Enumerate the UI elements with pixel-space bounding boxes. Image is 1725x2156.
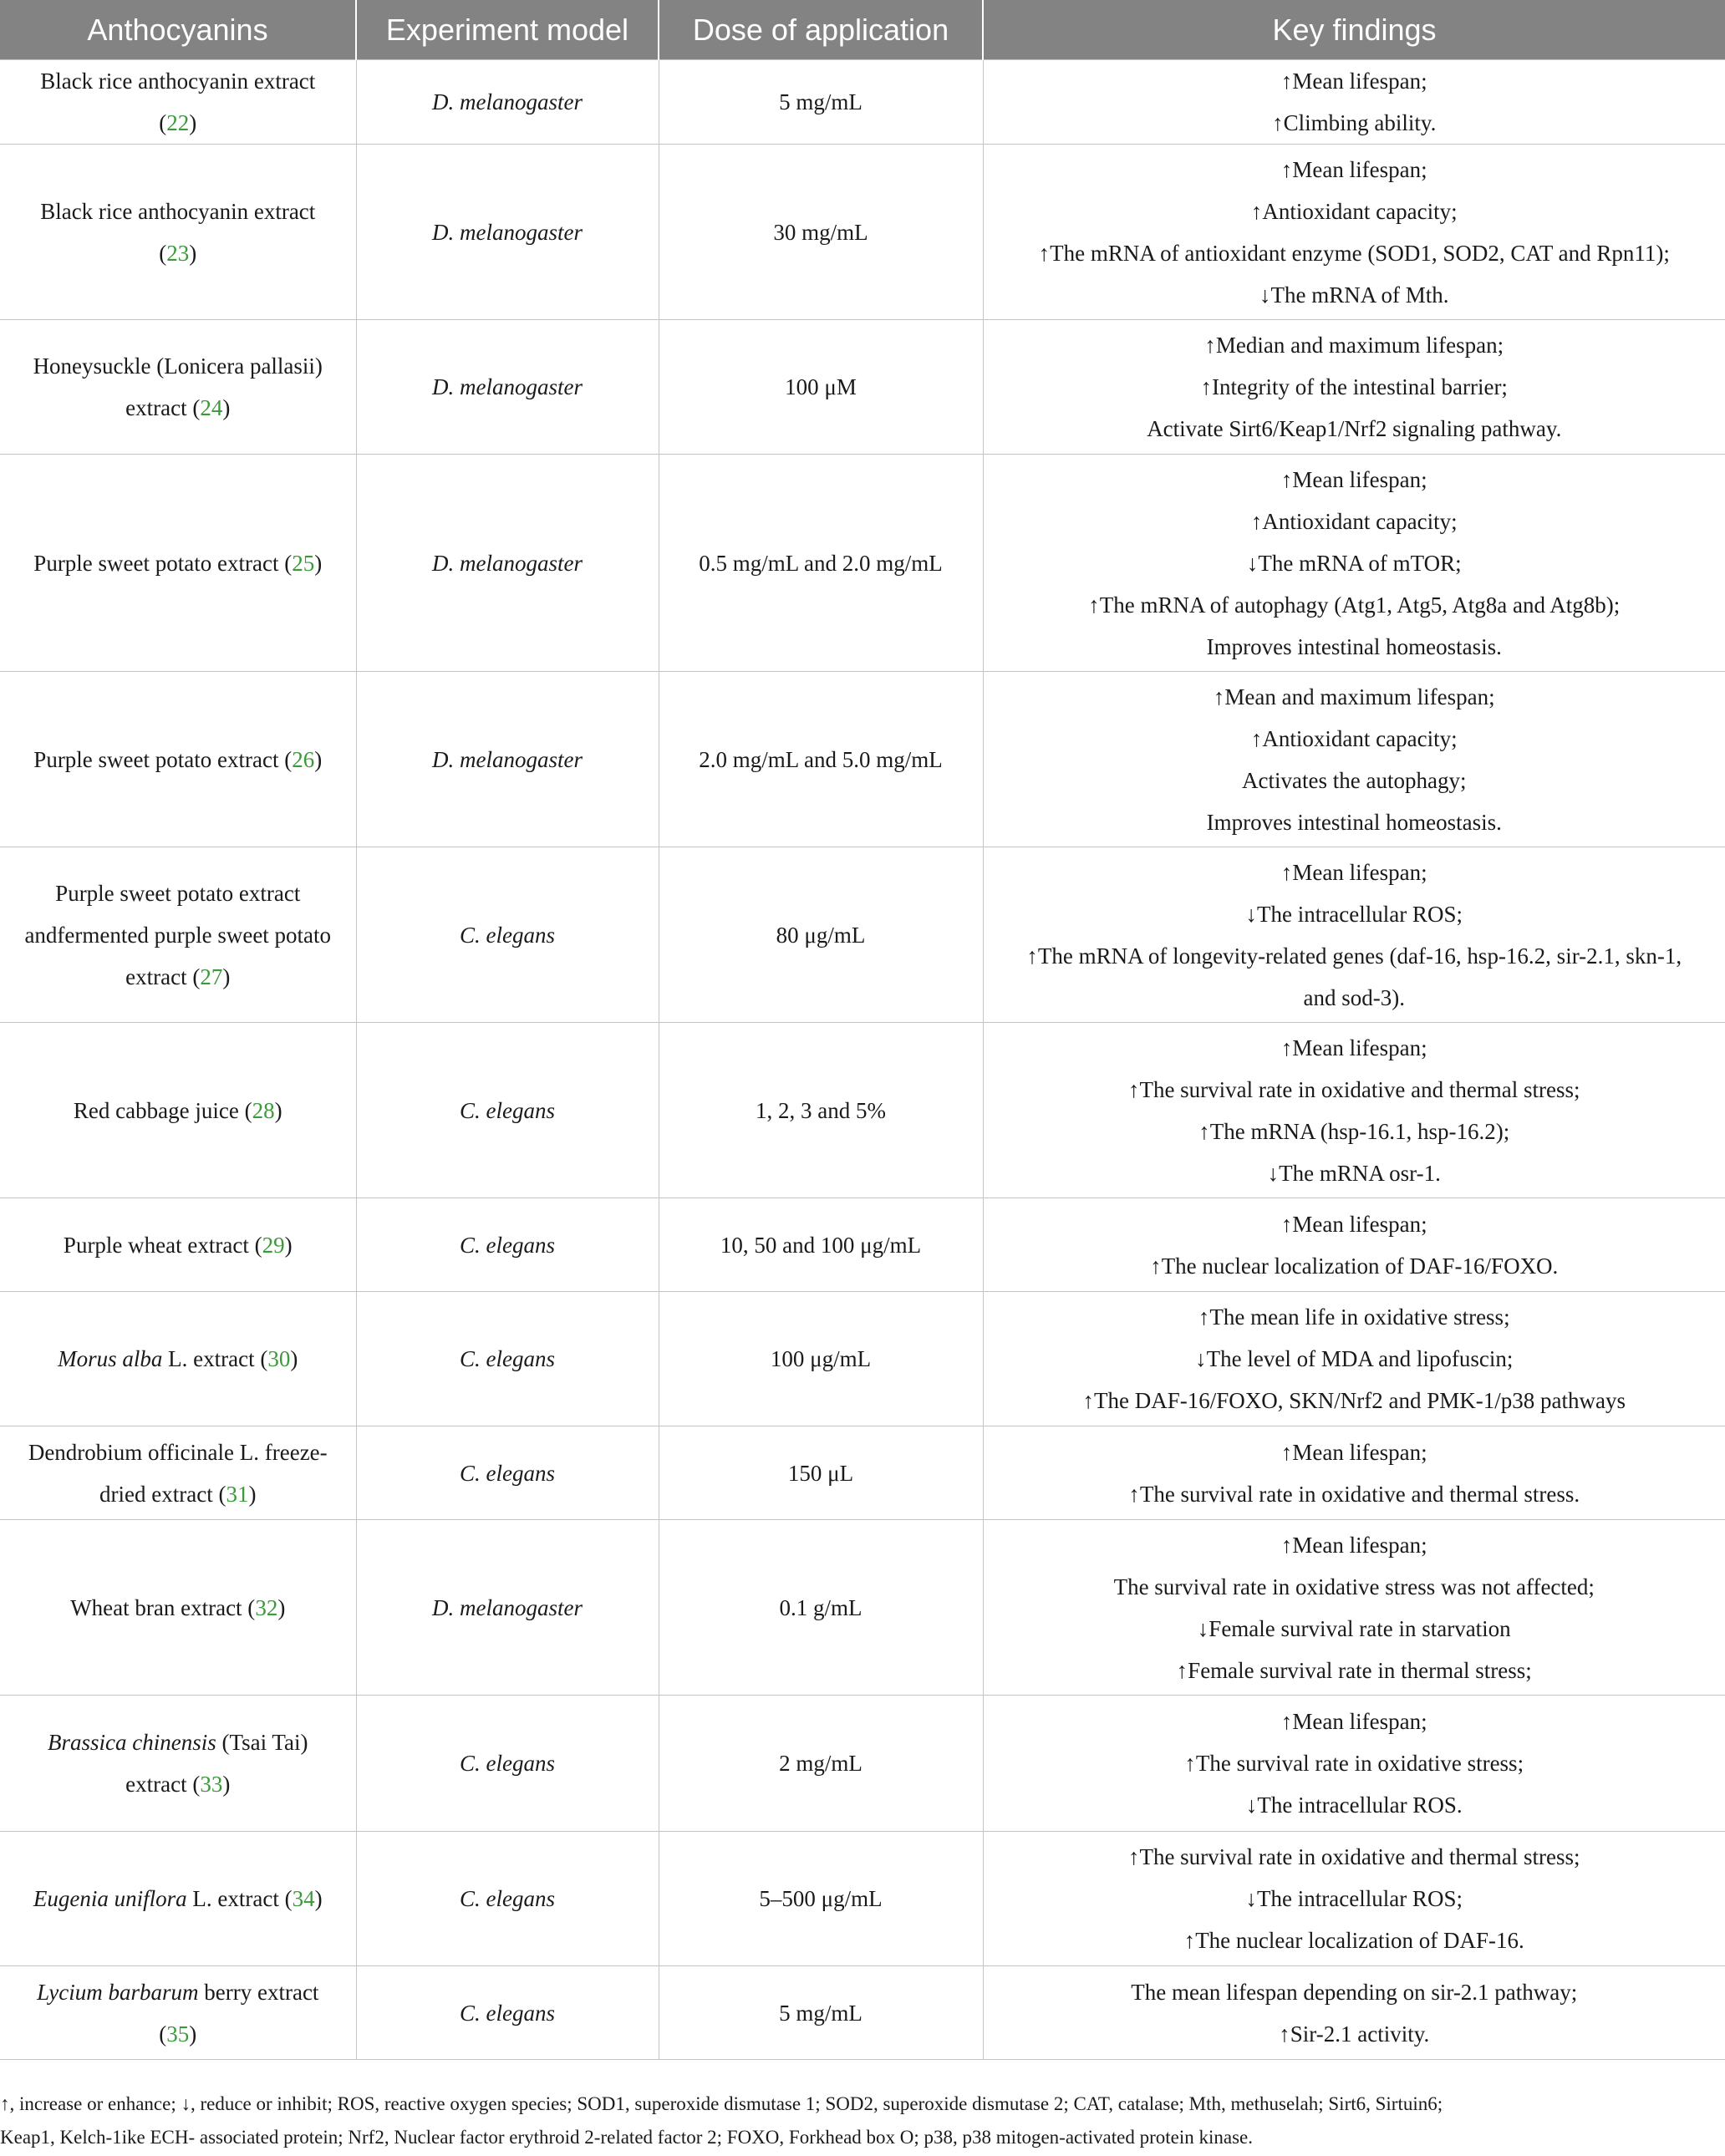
cell-key-findings <box>983 1198 1725 1292</box>
finding-line: ↑Antioxidant capacity; <box>1250 198 1458 224</box>
cell-experiment-model: D. melanogaster <box>356 320 659 455</box>
cell-experiment-model: C. elegans <box>356 1966 659 2060</box>
finding-line: ↓The level of MDA and lipofuscin; <box>1195 1346 1514 1371</box>
finding-line: Activate Sirt6/Keap1/Nrf2 signaling pathway. <box>1147 416 1562 441</box>
anthocyanin-text: ( <box>159 2021 167 2047</box>
table-row <box>0 1292 1725 1426</box>
reference-link[interactable]: 30 <box>267 1346 291 1371</box>
anthocyanin-text: Honeysuckle (Lonicera pallasii) <box>33 353 323 379</box>
anthocyanin-text: extract ( <box>125 964 201 989</box>
reference-link[interactable]: 31 <box>226 1481 249 1507</box>
anthocyanin-text: dried extract ( <box>99 1481 226 1507</box>
reference-link[interactable]: 34 <box>292 1886 315 1911</box>
header-key-findings: Key findings <box>983 0 1725 60</box>
cell-dose: 10, 50 and 100 μg/mL <box>659 1198 983 1292</box>
cell-experiment-model: C. elegans <box>356 1696 659 1832</box>
cell-dose: 80 μg/mL <box>659 847 983 1023</box>
finding-line: ↑Mean lifespan; <box>1280 1035 1427 1060</box>
finding-line: ↑Mean lifespan; <box>1280 1211 1427 1237</box>
finding-line: The mean lifespan depending on sir-2.1 pathway; <box>1131 1979 1578 2005</box>
anthocyanin-text: extract ( <box>125 395 201 420</box>
anthocyanin-text: L. extract ( <box>186 1886 293 1911</box>
finding-line: ↑Climbing ability. <box>1272 110 1437 135</box>
cell-anthocyanin <box>0 1520 356 1696</box>
table-row <box>0 847 1725 1023</box>
anthocyanin-text: ) <box>314 746 323 772</box>
cell-dose: 100 μg/mL <box>659 1292 983 1426</box>
table-row <box>0 145 1725 320</box>
table-row <box>0 60 1725 145</box>
anthocyanin-text: fermented purple sweet potato <box>57 922 332 948</box>
cell-key-findings <box>983 320 1725 455</box>
finding-line: ↑The survival rate in oxidative stress; <box>1184 1751 1524 1776</box>
table-row <box>0 1696 1725 1832</box>
cell-key-findings <box>983 455 1725 672</box>
species-name: Lycium barbarum <box>37 1979 199 2005</box>
finding-line: ↓The mRNA of mTOR; <box>1246 550 1462 576</box>
cell-experiment-model: C. elegans <box>356 1426 659 1520</box>
anthocyanin-text: ) <box>284 1232 293 1258</box>
finding-line: ↑Mean lifespan; <box>1280 156 1427 182</box>
finding-line: ↑The nuclear localization of DAF-16/FOXO. <box>1150 1253 1559 1279</box>
anthocyanin-text: ) <box>314 1886 323 1911</box>
finding-line: ↑The mRNA of antioxidant enzyme (SOD1, SOD2, CAT and Rpn11); <box>1038 240 1670 266</box>
anthocyanin-text: ) <box>222 964 231 989</box>
finding-line: ↑The mRNA of autophagy (Atg1, Atg5, Atg8a and Atg8b); <box>1088 592 1621 618</box>
cell-experiment-model: D. melanogaster <box>356 145 659 320</box>
cell-key-findings <box>983 672 1725 847</box>
cell-anthocyanin <box>0 1426 356 1520</box>
finding-line: ↑Mean lifespan; <box>1280 1709 1427 1734</box>
cell-anthocyanin <box>0 1966 356 2060</box>
cell-anthocyanin <box>0 1832 356 1966</box>
anthocyanin-text: ) <box>189 110 197 135</box>
anthocyanin-text: ( <box>159 240 167 266</box>
finding-line: The survival rate in oxidative stress was not affected; <box>1113 1574 1595 1599</box>
finding-line: ↑Mean lifespan; <box>1280 859 1427 885</box>
anthocyanin-text: L. extract ( <box>162 1346 268 1371</box>
cell-experiment-model: D. melanogaster <box>356 672 659 847</box>
cell-experiment-model: C. elegans <box>356 1292 659 1426</box>
finding-line: ↑The nuclear localization of DAF-16. <box>1183 1928 1524 1953</box>
reference-link[interactable]: 33 <box>200 1772 223 1797</box>
reference-link[interactable]: 27 <box>200 964 223 989</box>
finding-line: ↑The survival rate in oxidative and thermal stress; <box>1127 1076 1580 1102</box>
cell-anthocyanin <box>0 455 356 672</box>
anthocyanin-text: Black rice anthocyanin extract <box>40 69 316 94</box>
cell-dose: 1, 2, 3 and 5% <box>659 1023 983 1198</box>
cell-anthocyanin <box>0 320 356 455</box>
cell-dose: 2.0 mg/mL and 5.0 mg/mL <box>659 672 983 847</box>
anthocyanin-text: (Tsai Tai) <box>216 1730 308 1755</box>
anthocyanin-text: ( <box>159 110 167 135</box>
cell-dose: 150 μL <box>659 1426 983 1520</box>
table-row <box>0 455 1725 672</box>
finding-line: and sod-3). <box>1303 984 1405 1010</box>
table-row <box>0 1966 1725 2060</box>
cell-dose: 0.1 g/mL <box>659 1520 983 1696</box>
reference-link[interactable]: 32 <box>255 1594 278 1620</box>
cell-dose: 30 mg/mL <box>659 145 983 320</box>
anthocyanin-text: ) <box>189 2021 197 2047</box>
finding-line: ↑Mean lifespan; <box>1280 69 1427 94</box>
cell-key-findings <box>983 60 1725 145</box>
finding-line: ↑Female survival rate in thermal stress; <box>1176 1657 1532 1683</box>
finding-line: ↑The survival rate in oxidative and thermal stress; <box>1127 1844 1580 1869</box>
finding-line: ↓The intracellular ROS. <box>1245 1792 1463 1818</box>
species-name: Eugenia uniflora <box>33 1886 187 1911</box>
finding-line: Activates the autophagy; <box>1242 767 1467 793</box>
reference-link[interactable]: 29 <box>262 1232 285 1258</box>
finding-line: ↑The survival rate in oxidative and thermal stress. <box>1128 1481 1580 1507</box>
anthocyanin-text: ) <box>222 1772 231 1797</box>
reference-link[interactable]: 35 <box>166 2021 190 2047</box>
table-row <box>0 1426 1725 1520</box>
anthocyanin-text: ) <box>277 1594 286 1620</box>
cell-anthocyanin <box>0 1292 356 1426</box>
cell-anthocyanin <box>0 145 356 320</box>
cell-experiment-model: C. elegans <box>356 1198 659 1292</box>
cell-dose: 5–500 μg/mL <box>659 1832 983 1966</box>
anthocyanin-text: Dendrobium officinale L. freeze- <box>28 1439 328 1465</box>
finding-line: ↓The intracellular ROS; <box>1245 901 1463 927</box>
cell-experiment-model: D. melanogaster <box>356 1520 659 1696</box>
footnote-line: Keap1, Kelch-1ike ECH- associated protein; Nrf2, Nuclear factor erythroid 2-related factor 2; FOXO, Forkhead box O; p38, p38 mitogen-activated protein kinase. <box>0 2127 1253 2148</box>
anthocyanin-text: Black rice anthocyanin extract <box>40 198 316 224</box>
anthocyanin-text: ) <box>290 1346 298 1371</box>
finding-line: ↓The mRNA of Mth. <box>1259 282 1449 308</box>
finding-line: ↑The mean life in oxidative stress; <box>1198 1304 1510 1330</box>
reference-link[interactable]: 28 <box>252 1097 275 1123</box>
anthocyanin-text: extract ( <box>125 1772 201 1797</box>
cell-anthocyanin <box>0 1696 356 1832</box>
cell-anthocyanin <box>0 1023 356 1198</box>
finding-line: ↑Integrity of the intestinal barrier; <box>1200 374 1508 399</box>
finding-line: ↓The mRNA osr-1. <box>1267 1160 1441 1186</box>
finding-line: ↑Mean and maximum lifespan; <box>1213 684 1495 709</box>
cell-dose: 2 mg/mL <box>659 1696 983 1832</box>
finding-line: ↑The mRNA of longevity-related genes (daf-16, hsp-16.2, sir-2.1, skn-1, <box>1026 943 1682 969</box>
reference-link[interactable]: 22 <box>166 110 190 135</box>
reference-link[interactable]: 24 <box>200 395 223 420</box>
finding-line: ↑Antioxidant capacity; <box>1250 508 1458 534</box>
table-header-row <box>0 0 1725 60</box>
table-row <box>0 1520 1725 1696</box>
cell-key-findings <box>983 1023 1725 1198</box>
finding-line: ↑Median and maximum lifespan; <box>1204 333 1504 358</box>
anthocyanin-text: Wheat bran extract ( <box>70 1594 256 1620</box>
cell-key-findings <box>983 1426 1725 1520</box>
anthocyanin-text: Purple sweet potato extract ( <box>33 746 293 772</box>
anthocyanin-text: Purple sweet potato extract and <box>24 880 301 948</box>
table-row <box>0 320 1725 455</box>
anthocyanin-text: ) <box>189 240 197 266</box>
anthocyanin-text: Purple wheat extract ( <box>63 1232 262 1258</box>
finding-line: Improves intestinal homeostasis. <box>1206 633 1502 659</box>
cell-dose: 5 mg/mL <box>659 60 983 145</box>
table-row <box>0 1023 1725 1198</box>
header-dose: Dose of application <box>659 0 983 60</box>
reference-link[interactable]: 23 <box>166 240 190 266</box>
finding-line: ↑Mean lifespan; <box>1280 1532 1427 1558</box>
anthocyanin-text: ) <box>222 395 231 420</box>
cell-experiment-model: D. melanogaster <box>356 455 659 672</box>
cell-experiment-model: C. elegans <box>356 1023 659 1198</box>
reference-link[interactable]: 26 <box>292 746 315 772</box>
finding-line: ↑The DAF-16/FOXO, SKN/Nrf2 and PMK-1/p38 pathways <box>1082 1388 1626 1413</box>
reference-link[interactable]: 25 <box>292 550 315 576</box>
finding-line: ↑Sir-2.1 activity. <box>1279 2021 1430 2047</box>
cell-key-findings <box>983 1292 1725 1426</box>
cell-key-findings <box>983 1832 1725 1966</box>
cell-anthocyanin <box>0 60 356 145</box>
header-anthocyanins: Anthocyanins <box>0 0 356 60</box>
finding-line: Improves intestinal homeostasis. <box>1206 809 1502 835</box>
finding-line: ↓Female survival rate in starvation <box>1197 1615 1511 1641</box>
cell-anthocyanin <box>0 672 356 847</box>
cell-experiment-model: C. elegans <box>356 1832 659 1966</box>
table-row <box>0 1198 1725 1292</box>
species-name: Morus alba <box>58 1346 163 1371</box>
cell-experiment-model: D. melanogaster <box>356 60 659 145</box>
table-footnote <box>0 2087 1725 2154</box>
anthocyanin-text: berry extract <box>198 1979 319 2005</box>
cell-key-findings <box>983 847 1725 1023</box>
cell-dose: 100 μM <box>659 320 983 455</box>
cell-key-findings <box>983 145 1725 320</box>
cell-experiment-model: C. elegans <box>356 847 659 1023</box>
table-body <box>0 60 1725 2060</box>
cell-dose: 5 mg/mL <box>659 1966 983 2060</box>
cell-key-findings <box>983 1520 1725 1696</box>
table-row <box>0 672 1725 847</box>
finding-line: ↑Mean lifespan; <box>1280 1439 1427 1465</box>
species-name: Brassica chinensis <box>48 1730 216 1755</box>
finding-line: ↑Mean lifespan; <box>1280 466 1427 492</box>
anthocyanin-text: ) <box>248 1481 257 1507</box>
footnote-line: ↑, increase or enhance; ↓, reduce or inhibit; ROS, reactive oxygen species; SOD1, superoxide dismutase 1; SOD2, superoxide dismutase 2; CAT, catalase; Mth, methuselah; Sirt6, Sirtuin6; <box>0 2093 1443 2114</box>
cell-key-findings <box>983 1696 1725 1832</box>
cell-key-findings <box>983 1966 1725 2060</box>
table-row <box>0 1832 1725 1966</box>
header-experiment-model: Experiment model <box>356 0 659 60</box>
anthocyanin-text: Red cabbage juice ( <box>73 1097 252 1123</box>
anthocyanin-text: ) <box>314 550 323 576</box>
cell-dose: 0.5 mg/mL and 2.0 mg/mL <box>659 455 983 672</box>
finding-line: ↑The mRNA (hsp-16.1, hsp-16.2); <box>1198 1118 1510 1144</box>
cell-anthocyanin <box>0 847 356 1023</box>
finding-line: ↓The intracellular ROS; <box>1245 1886 1463 1911</box>
finding-line: ↑Antioxidant capacity; <box>1250 725 1458 751</box>
anthocyanin-text: ) <box>274 1097 282 1123</box>
cell-anthocyanin <box>0 1198 356 1292</box>
anthocyanin-text: Purple sweet potato extract ( <box>33 550 293 576</box>
